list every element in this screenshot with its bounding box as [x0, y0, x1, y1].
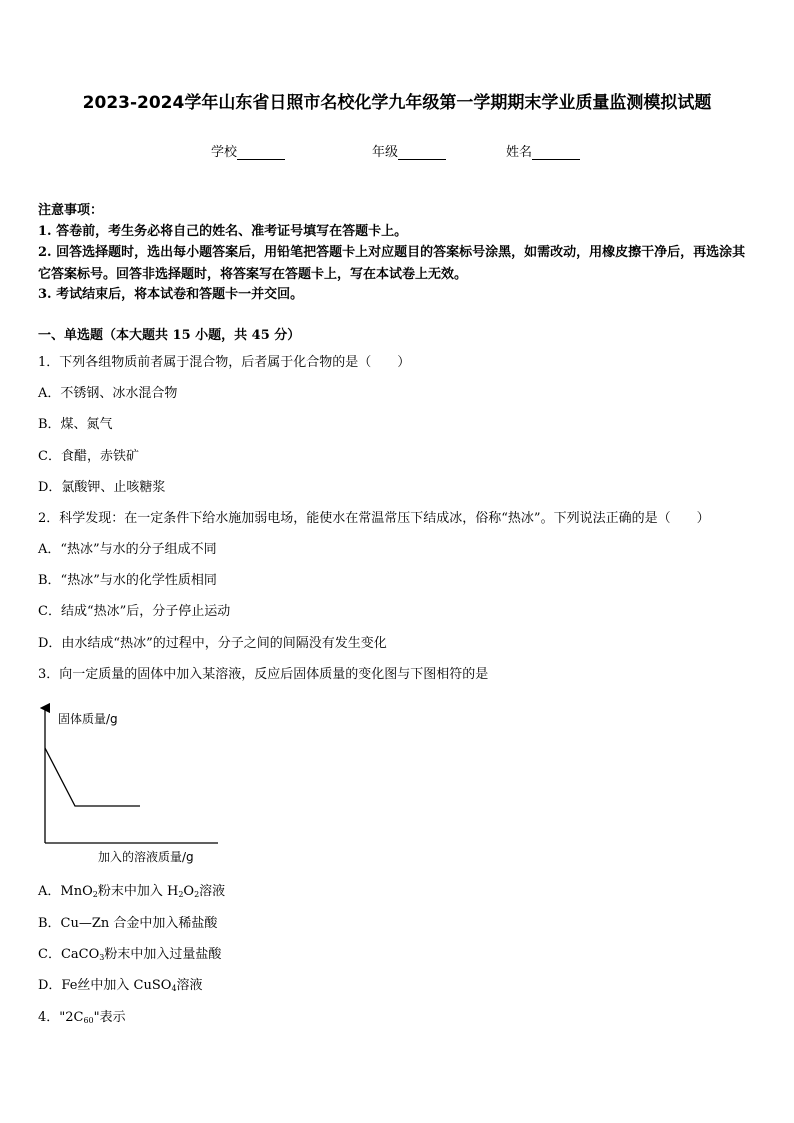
- page-title: 2023-2024学年山东省日照市名校化学九年级第一学期期末学业质量监测模拟试题: [82, 93, 712, 113]
- q2-stem: 2．科学发现：在一定条件下给水施加弱电场，能使水在常温常压下结成冰，俗称“热冰”。下列说法正确的是（ ）: [38, 511, 710, 526]
- name-blank: [532, 147, 580, 160]
- q3-option-c: C．CaCO$_3$粉末中加入过量盐酸: [38, 947, 222, 962]
- school-field: [211, 141, 285, 160]
- q2-option-d: D．由水结成“热冰”的过程中，分子之间的间隔没有发生变化: [38, 636, 387, 651]
- grade-field: [372, 141, 446, 160]
- q3-option-b: B．Cu—Zn 合金中加入稀盐酸: [38, 916, 218, 931]
- q2-option-a: A．“热冰”与水的分子组成不同: [38, 542, 217, 557]
- school-blank: [237, 147, 285, 160]
- notice-heading: 注意事项：: [38, 203, 104, 218]
- q3-option-a: A．MnO$_2$粉末中加入 $H_2O_2$溶液: [38, 884, 226, 899]
- mass-curve: [45, 748, 140, 806]
- school-label: 学校: [211, 145, 238, 160]
- grade-blank: [398, 147, 446, 160]
- notice-item-3: 3. 考试结束后，将本试卷和答题卡一并交回。: [38, 287, 304, 302]
- name-label: 姓名: [506, 145, 533, 160]
- q2-option-c: C．结成“热冰”后，分子停止运动: [38, 604, 231, 619]
- notice-item-1: 1. 答卷前，考生务必将自己的姓名、准考证号填写在答题卡上。: [38, 224, 408, 239]
- q1-option-c: C．食醋，赤铁矿: [38, 449, 139, 464]
- name-field: [506, 141, 580, 160]
- q1-option-a: A．不锈钢、冰水混合物: [38, 386, 178, 401]
- section-heading: 一、单选题（本大题共 15 小题，共 45 分）: [38, 328, 301, 343]
- q4-stem: 4．"$2C_{60}$"表示: [38, 1010, 126, 1025]
- graph-x-label: 加入的溶液质量/g: [98, 850, 194, 864]
- notice-item-2: 2. 回答选择题时，选出每小题答案后，用铅笔把答题卡上对应题目的答案标号涂黑，如需改动，用橡皮擦干净后，再选涂其它答案标号。回答非选择题时，将答案写在答题卡上，写在本试卷上无效。: [38, 245, 746, 282]
- q3-stem: 3．向一定质量的固体中加入某溶液，反应后固体质量的变化图与下图相符的是: [38, 667, 489, 682]
- q1-option-d: D．氯酸钾、止咳糖浆: [38, 480, 166, 495]
- grade-label: 年级: [372, 145, 399, 160]
- q2-option-b: B．“热冰”与水的化学性质相同: [38, 573, 217, 588]
- q3-graph: [30, 700, 230, 868]
- q3-option-d: D．Fe丝中加入 CuSO$_4$溶液: [38, 978, 203, 993]
- q1-stem: 1．下列各组物质前者属于混合物，后者属于化合物的是（ ）: [38, 355, 411, 370]
- graph-y-label: 固体质量/g: [58, 712, 118, 726]
- q1-option-b: B．煤、氮气: [38, 417, 113, 432]
